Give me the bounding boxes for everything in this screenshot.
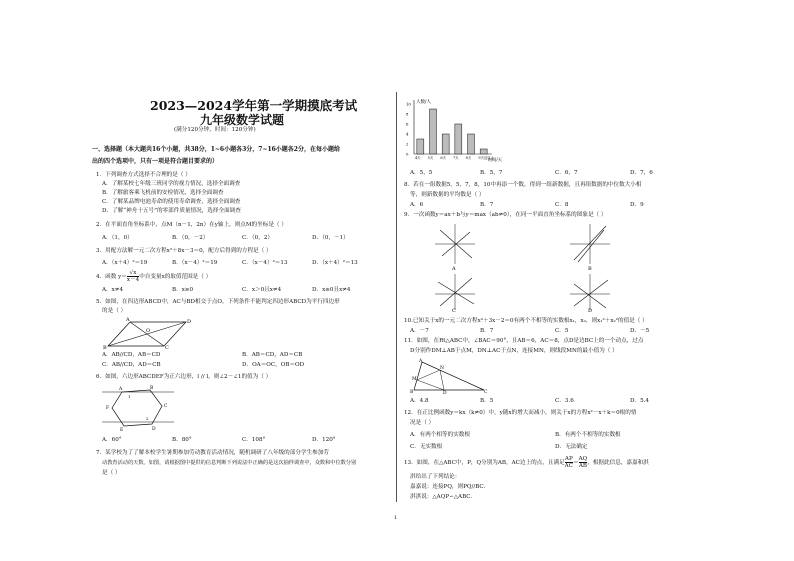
q8-option-b: B．7 xyxy=(480,202,494,208)
chart-bar-5 xyxy=(480,149,487,154)
q9-label-a: A xyxy=(452,266,456,272)
svg-text:C: C xyxy=(484,390,488,394)
q7-stem-2: 动教育活动的天数。如图，请根据图中提供的信息判断下列说法中正确的是这次抽样调查中，众数和中位数分别 xyxy=(102,460,357,466)
q11-option-b: B．5 xyxy=(480,398,494,404)
q12-option-a: A．有两个相等的实数根 xyxy=(410,432,470,438)
q1-stem: 1．下列调查方式选择不合理的是（ ） xyxy=(96,172,191,178)
svg-text:D: D xyxy=(187,319,192,325)
section-heading-2: 出的四个选项中，只有一项是符合题目要求的） xyxy=(92,158,219,165)
q9-label-c: C xyxy=(452,308,456,312)
q5-option-c: C．AB//CD，AD＝CB xyxy=(102,362,161,368)
q10-option-d: D．－5 xyxy=(630,328,650,334)
svg-text:C: C xyxy=(164,404,168,409)
chart-bar-2 xyxy=(442,134,449,154)
chart-tick-label-2: 6天 xyxy=(440,156,446,160)
q13-eq: ＝ xyxy=(572,460,579,466)
q7-stem-3: 是（ ） xyxy=(102,470,121,476)
q9-label-d: D xyxy=(588,308,593,312)
chart-tick-label-3: 7天 xyxy=(453,156,459,160)
q8-option-d: D．9 xyxy=(630,202,644,208)
q7-option-d: D．7，6 xyxy=(630,170,653,176)
q8-option-a: A．6 xyxy=(410,202,424,208)
chart-bar-3 xyxy=(455,124,462,154)
q5-stem-2: 的是（ ） xyxy=(102,308,127,314)
q6-option-c: C．108° xyxy=(242,437,266,443)
q7-option-b: B．5，7 xyxy=(480,170,503,176)
q3-option-d: D．（x＋4）²＝13 xyxy=(312,260,358,266)
exam-subtitle: 九年级数学试题 xyxy=(200,113,285,127)
q13-frac2-num: AQ xyxy=(578,456,588,462)
exam-meta: (满分120分钟，时间：120分钟) xyxy=(174,127,256,133)
q11-stem: 11．如图，在Rt△ABC中，∠BAC＝90°，且AB＝6，AC＝8，点D是边BC上的一个动点，过点 xyxy=(404,338,644,344)
q5-option-a: A．AB//CD，AB＝CD xyxy=(102,352,161,358)
q3-option-b: B．（x－4）²＝19 xyxy=(172,260,218,266)
q13-stem-pre: 13．如图，在△ABC中，P，Q分别为AB，AC边上的点，且满足 xyxy=(404,460,565,466)
q7-stem: 7．某学校为了了解本校学生暑期参加劳动教育活动情况，随机调研了八年级的部分学生参加劳 xyxy=(96,450,329,456)
svg-text:D: D xyxy=(443,391,447,394)
svg-text:B: B xyxy=(410,390,414,394)
q4-stem-pre: 4．函数 y＝ xyxy=(96,274,127,280)
q13-fraction-1 xyxy=(565,456,573,469)
chart-xlabel: 时间/天 xyxy=(488,157,502,162)
q1-option-b: B．了解旅客乘飞机前的安检情况，选择全面调查 xyxy=(102,190,224,196)
q2-option-b: B．（0，－2） xyxy=(172,235,209,241)
q13-fraction-2 xyxy=(579,456,588,469)
q2-option-d: D．（0，－1） xyxy=(312,235,349,241)
chart-y-tick-3: 6 xyxy=(406,121,409,127)
svg-text:A: A xyxy=(119,387,123,392)
svg-text:1: 1 xyxy=(128,394,131,399)
svg-text:E: E xyxy=(120,428,124,432)
chart-y-tick-2: 4 xyxy=(406,131,409,137)
q8-stem-2: 等，则新数据的平均数是（ ） xyxy=(410,192,485,198)
q12-option-d: D．无法确定 xyxy=(555,444,588,450)
svg-text:N: N xyxy=(440,366,444,371)
chart-y-tick-4: 8 xyxy=(406,111,409,117)
q10-stem: 10.已知关于x的一元二次方程x²＋3x－2＝0有两个不相等的实数根x₁，x₂，则x₁²＋x₂²的值是（ ） xyxy=(404,318,648,324)
chart-tick-label-0: 4天 xyxy=(415,156,421,160)
q12-stem: 12．在正比例函数y＝kx（k≠0）中，y随x的增大而减小，则关于x的方程x²－x＋k＝0根的情 xyxy=(404,410,637,416)
chart-tick-label-1: 5天 xyxy=(427,156,434,160)
q4-option-a: A．x≠4 xyxy=(102,287,124,293)
chart-y-tick-0: 0 xyxy=(406,151,409,157)
q1-option-c: C．了解某品牌电池寿命的使用寿命调查，选择全面调查 xyxy=(102,199,241,205)
q13-jia: 嘉嘉说：连接PQ，则PQ//BC. xyxy=(410,484,486,490)
q12-option-b: B．有两个不相等的实数根 xyxy=(555,432,621,438)
q13-frac2-den: AB xyxy=(578,463,587,469)
q3-option-c: C．（x－4）²＝13 xyxy=(242,260,288,266)
q6-stem: 6．如图，六边形ABCDEF为正六边形，l // l，则∠2－∠1的值为（ ） xyxy=(96,374,272,380)
chart-tick-label-4: 8天 xyxy=(465,156,472,160)
svg-text:A: A xyxy=(419,359,423,364)
q3-option-a: A．（x＋4）²＝19 xyxy=(102,260,148,266)
section-heading: 一、选择题（本大题共16个小题，共38分，1~6小题各3分，7~16小题各2分，在每小题给 xyxy=(92,146,340,153)
q9-graph-d xyxy=(570,274,610,310)
svg-text:M: M xyxy=(412,377,417,382)
q8-stem: 8．若在一组数据5，5，7，8，10中再添一个数，得到一组新数据，且再组数据的中位数大小相 xyxy=(404,182,642,188)
q9-label-b: B xyxy=(588,266,592,272)
q5-stem: 5．如图，在四边形ABCD中，AC与BD相交于点O，下列条件不能判定四边形ABCD为平行四边形 xyxy=(96,299,340,305)
q4-stem-post: 中自变量x的取值范围是（ ） xyxy=(139,274,212,280)
q9-stem: 9．一次函数y＝ax＋b与y＝max（ab≠0），在同一平面直角坐标系的图象是（ ） xyxy=(404,212,607,218)
svg-text:D: D xyxy=(152,427,156,432)
q13-qi: 淇淇说：△AQP∽△ABC. xyxy=(410,494,473,500)
column-divider xyxy=(396,92,397,502)
svg-text:O: O xyxy=(146,328,151,334)
q6-option-d: D．120° xyxy=(312,437,336,443)
q13-stem-2: 淇给出了下列结论： xyxy=(410,474,461,480)
q8-option-c: C．8 xyxy=(555,202,569,208)
svg-text:F: F xyxy=(106,406,110,411)
q10-option-b: B．7 xyxy=(480,328,494,334)
q4-option-d: D．x≥0且x≠4 xyxy=(312,287,351,293)
svg-text:2: 2 xyxy=(146,416,149,421)
q5-option-d: D．OA＝OC，OB＝OD xyxy=(242,362,305,368)
q13-stem xyxy=(404,456,649,469)
q1-option-d: D．了解“神舟十五号”的零部件质量情况，选择全面调查 xyxy=(102,208,241,214)
q4-option-c: C．x＞0且x≠4 xyxy=(242,287,282,293)
q11-stem-2: D分别作DM⊥AB于点M，DN⊥AC于点N，连接MN，则线段MN的最小值为（ ） xyxy=(410,348,618,354)
q6-option-b: B．80° xyxy=(172,437,192,443)
svg-text:C: C xyxy=(165,345,169,350)
q11-option-c: C．3.6 xyxy=(555,398,574,404)
q9-graphs-figure xyxy=(430,222,670,312)
q3-stem: 3．用配方法解一元二次方程x²＋8x－3＝0，配方后得到的方程是（ ） xyxy=(96,248,272,254)
q4-option-b: B．x≥0 xyxy=(172,287,194,293)
exam-title: 2023—2024学年第一学期摸底考试 xyxy=(150,98,358,113)
q6-hexagon-figure xyxy=(102,382,177,432)
q12-stem-2: 况是（ ） xyxy=(410,420,435,426)
q7-option-c: C．6，7 xyxy=(555,170,578,176)
q5-parallelogram-figure xyxy=(102,316,192,350)
q11-triangle-figure xyxy=(410,358,490,394)
chart-ylabel: 人数/人 xyxy=(416,100,432,105)
q13-frac1-den: AC xyxy=(564,463,573,469)
chart-bar-4 xyxy=(468,134,475,154)
q4-frac-den: x－4 xyxy=(126,277,140,283)
q11-option-a: A．4.8 xyxy=(410,398,429,404)
q6-option-a: A．60° xyxy=(102,437,122,443)
svg-text:B: B xyxy=(103,345,107,350)
chart-bar-1 xyxy=(430,109,437,154)
chart-y-tick-1: 2 xyxy=(406,141,409,147)
svg-text:B: B xyxy=(150,386,154,391)
q5-option-b: B．AB＝CD，AD＝CB xyxy=(242,352,303,358)
q4-stem xyxy=(96,270,211,283)
q4-frac-num: √x xyxy=(127,270,139,277)
chart-y-tick-5: 10 xyxy=(406,101,411,107)
q9-graph-b xyxy=(570,224,610,264)
chart-bar-0 xyxy=(417,139,424,154)
q2-option-a: A．（1，0） xyxy=(102,235,133,241)
q2-option-c: C．（0，2） xyxy=(242,235,273,241)
q11-option-d: D．5.4 xyxy=(630,398,649,404)
q7-option-a: A．5，5 xyxy=(410,170,433,176)
q7-bar-chart xyxy=(400,96,510,162)
page-number: 1 xyxy=(394,515,398,521)
q10-option-c: C．5 xyxy=(555,328,569,334)
q10-option-a: A．－7 xyxy=(410,328,429,334)
q4-fraction xyxy=(127,270,139,283)
q1-option-a: A．了解某校七年级三班同学的视力情况，选择全面调查 xyxy=(102,181,241,187)
q9-graph-a xyxy=(435,224,475,264)
q2-stem: 2．在平面直角坐标系中，点M（n－1，2n）在y轴上，则点M的坐标是（ ） xyxy=(96,222,287,228)
q13-frac1-num: AP xyxy=(564,456,573,462)
q13-stem-post: ，根据此信息，嘉嘉和淇 xyxy=(587,460,649,466)
q12-option-c: C．无实数根 xyxy=(410,444,443,450)
chart-tick-label-5: 9天及以上 xyxy=(478,156,495,160)
svg-text:A: A xyxy=(126,317,130,323)
q9-graph-c xyxy=(435,274,475,310)
